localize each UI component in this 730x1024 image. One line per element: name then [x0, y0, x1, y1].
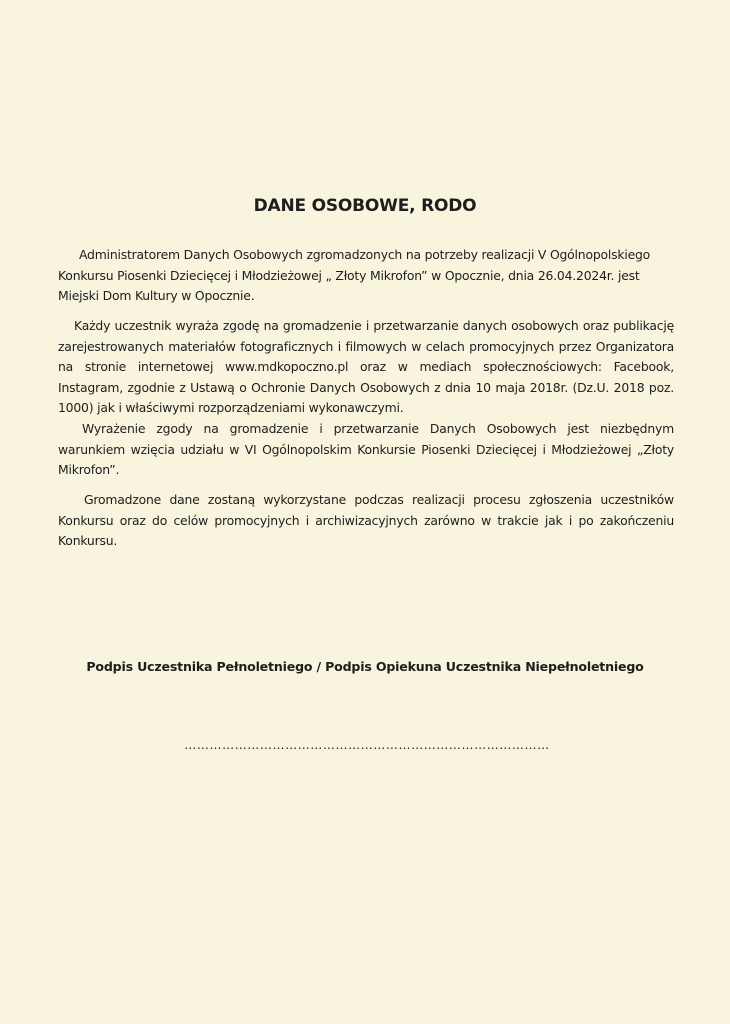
paragraph-consent: Każdy uczestnik wyraża zgodę na gromadzenie i przetwarzanie danych osobowych oraz publikację zarejestrowanych materiałów fotograficznych i filmowych w celach promocyjnych przez Organizatora na stronie internetowej www.mdkopoczno.pl oraz w mediach społecznościowych: Facebook, Instagram, zgodnie z Ustawą o Ochronie Danych Osobowych z dnia 10 maja 2018r. (Dz.U. 2018 poz. 1000) jak i właściwymi rozporządzeniami wykonawczymi. [58, 318, 674, 416]
paragraph-data-usage: Gromadzone dane zostaną wykorzystane podczas realizacji procesu zgłoszenia uczestników Konkursu oraz do celów promocyjnych i archiwizacyjnych zarówno w trakcie jak i po zakończeniu Konkursu. [58, 492, 674, 549]
paragraph-administrator: Administratorem Danych Osobowych zgromadzonych na potrzeby realizacji V Ogólnopolskiego Konkursu Piosenki Dziecięcej i Młodzieżowej „ Złoty Mikrofon” w Opocznie, dnia 26.04.2024r. jest Miejski Dom Kultury w Opocznie. [58, 247, 651, 304]
signature-label: Podpis Uczestnika Pełnoletniego / Podpis Opiekuna Uczestnika Niepełnoletniego [86, 659, 644, 674]
signature-line: …………………………………………………………………………… [184, 738, 550, 752]
paragraph-requirement: Wyrażenie zgody na gromadzenie i przetwarzanie Danych Osobowych jest niezbędnym warunkiem wzięcia udziału w VI Ogólnopolskim Konkursie Piosenki Dziecięcej i Młodzieżowej „Złoty Mikrofon”. [58, 421, 674, 478]
page-title: DANE OSOBOWE, RODO [253, 196, 477, 216]
